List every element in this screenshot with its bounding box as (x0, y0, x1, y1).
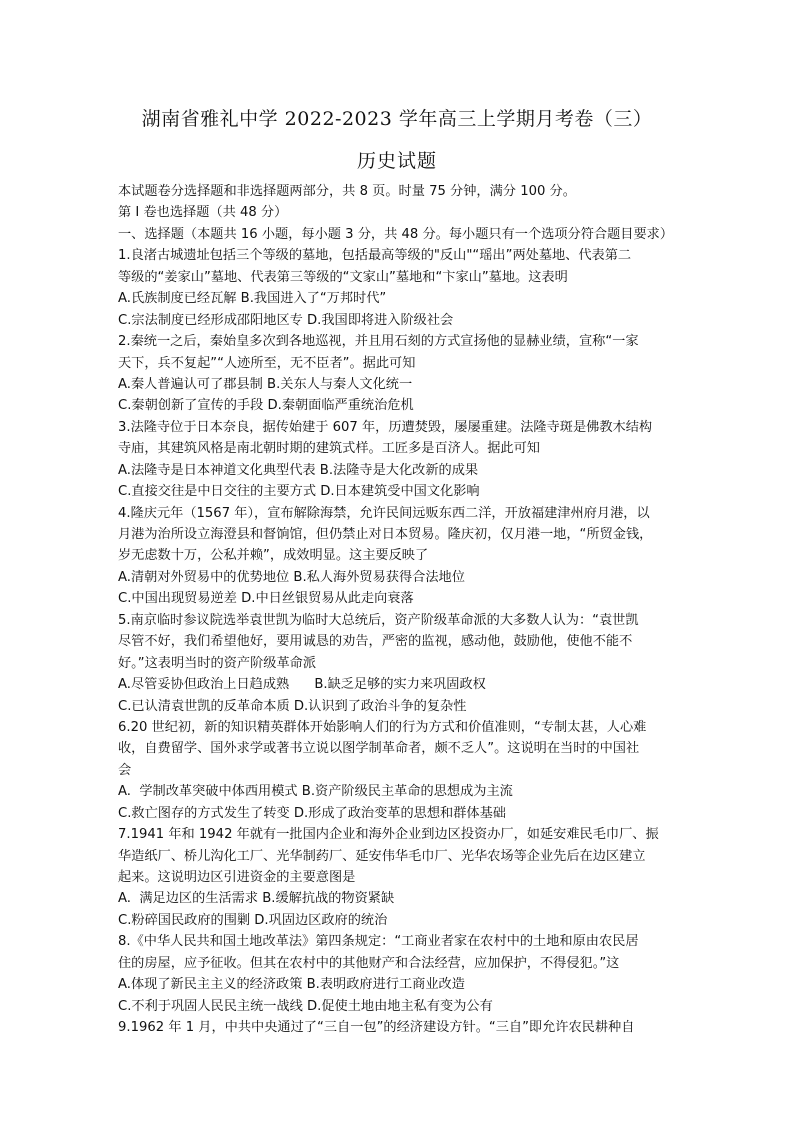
exam-title: 湖南省雅礼中学 2022-2023 学年高三上学期月考卷（三） (141, 108, 653, 130)
option-line: A. 学制改革突破中体西用模式 B.资产阶级民主革命的思想成为主流 (118, 784, 513, 800)
question-line: 3.法隆寺位于日本奈良，据传始建于 607 年，历遭焚毁，屡屡重建。法隆寺斑是佛教木结构 (118, 419, 653, 435)
question-line: 尽管不好，我们希望他好，要用诚恳的劝告，严密的监视，感动他，鼓励他，使他不能不 (118, 634, 633, 650)
question-line: 等级的“姜家山”墓地、代表第三等级的“文家山”墓地和“卞家山”墓地。这表明 (118, 269, 568, 285)
exam-body (118, 181, 678, 1039)
question-line: 6.20 世纪初，新的知识精英群体开始影响人们的行为方式和价值准则，“专制太甚，人心难 (118, 719, 647, 735)
option-line: A.秦人普遍认可了郡县制 B.关东人与秦人文化统一 (118, 376, 413, 392)
option-line: C.宗法制度已经形成邵阳地区专 D.我国即将进入阶级社会 (118, 312, 454, 328)
question-line: 寺庙，其建筑风格是南北朝时期的建筑式样。工匠多是百济人。据此可知 (118, 441, 540, 457)
question-line: 天下，兵不复起”“人迹所至，无不臣者”。据此可知 (118, 355, 416, 371)
question-line: 华造纸厂、桥儿沟化工厂、光华制药厂、延安伟华毛巾厂、光华农场等企业先后在边区建立 (118, 848, 646, 864)
option-line: A.体现了新民主主义的经济政策 B.表明政府进行工商业改造 (118, 977, 465, 993)
question-line: 9.1962 年 1 月，中共中央通过了“三自一包”的经济建设方针。“三自”即允许农民耕种自 (118, 1020, 635, 1036)
option-line: C.不利于巩固人民民主统一战线 D.促使土地由地主私有变为公有 (118, 998, 493, 1014)
question-line: 5.南京临时参议院选举袁世凯为临时大总统后，资产阶级革命派的大多数人认为：“袁世凯 (118, 612, 639, 628)
option-line: A.清朝对外贸易中的优势地位 B.私人海外贸易获得合法地位 (118, 569, 465, 585)
question-line: 收，自费留学、国外求学或著书立说以图学制革命者，颇不乏人”。这说明在当时的中国社 (118, 741, 640, 757)
question-line: 起来。这说明边区引进资金的主要意图是 (118, 870, 356, 885)
question-line: 4.隆庆元年（1567 年），宣布解除海禁，允许民间远贩东西二洋，开放福建津州府月港，以 (118, 505, 650, 521)
option-line: A.氏族制度已经瓦解 B.我国进入了“万邦时代” (118, 291, 387, 307)
option-line: A.法隆寺是日本神道文化典型代表 B.法隆寺是大化改新的成果 (118, 462, 479, 478)
exam-subtitle: 历史试题 (356, 150, 437, 172)
question-line: 1.良渚古城遗址包括三个等级的墓地，包括最高等级的"反山"“瑶出”两处墓地、代表第二 (118, 248, 632, 264)
text-line: 一、选择题（本题共 16 小题，每小题 3 分，共 48 分。每小题只有一个选项分符合题目要求） (118, 226, 674, 242)
option-line: C.救亡图存的方式发生了转变 D.形成了政治变革的思想和群体基础 (118, 805, 506, 821)
question-line: 好。”这表明当时的资产阶级革命派 (118, 655, 317, 671)
question-line: 住的房屋，应予征收。但其在农村中的其他财产和合法经营，应加保护，不得侵犯。”这 (118, 955, 620, 971)
text-line: 本试题卷分选择题和非选择题两部分，共 8 页。时量 75 分钟，满分 100 分。 (118, 184, 576, 199)
question-line: 8.《中华人民共和国土地改革法》第四条规定：“工商业者家在农村中的土地和原由农民居 (118, 934, 639, 950)
question-line: 会 (118, 762, 132, 778)
option-line: C.已认清袁世凯的反革命本质 D.认识到了政治斗争的复杂性 (118, 698, 467, 714)
option-line: C.中国出现贸易逆差 D.中日丝银贸易从此走向衰落 (118, 591, 414, 607)
option-line: A. 满足边区的生活需求 B.缓解抗战的物资紧缺 (118, 891, 395, 907)
question-line: 7.1941 年和 1942 年就有一批国内企业和海外企业到边区投资办厂，如延安难民毛巾厂、振 (118, 827, 659, 843)
option-line: A.尽管妥协但政治上日趋成熟 B.缺乏足够的实力来巩固政权 (118, 677, 486, 693)
option-line: C.粉碎国民政府的围剿 D.巩固边区政府的统治 (118, 912, 388, 928)
text-line: 第 I 卷也选择题（共 48 分） (118, 205, 288, 221)
option-line: C.秦朝创新了宣传的手段 D.秦朝面临严重统治危机 (118, 398, 414, 414)
question-line: 岁无虑数十万，公私并赖”，成效明显。这主要反映了 (118, 548, 429, 564)
question-line: 2.秦统一之后，秦始皇多次到各地巡视，并且用石刻的方式宣扬他的显赫业绩，宣称“一家 (118, 334, 639, 350)
question-line: 月港为治所设立海澄县和督饷馆，但仍禁止对日本贸易。隆庆初，仅月港一地，“所贸金钱， (118, 527, 653, 542)
option-line: C.直接交往是中日交往的主要方式 D.日本建筑受中国文化影响 (118, 484, 480, 500)
